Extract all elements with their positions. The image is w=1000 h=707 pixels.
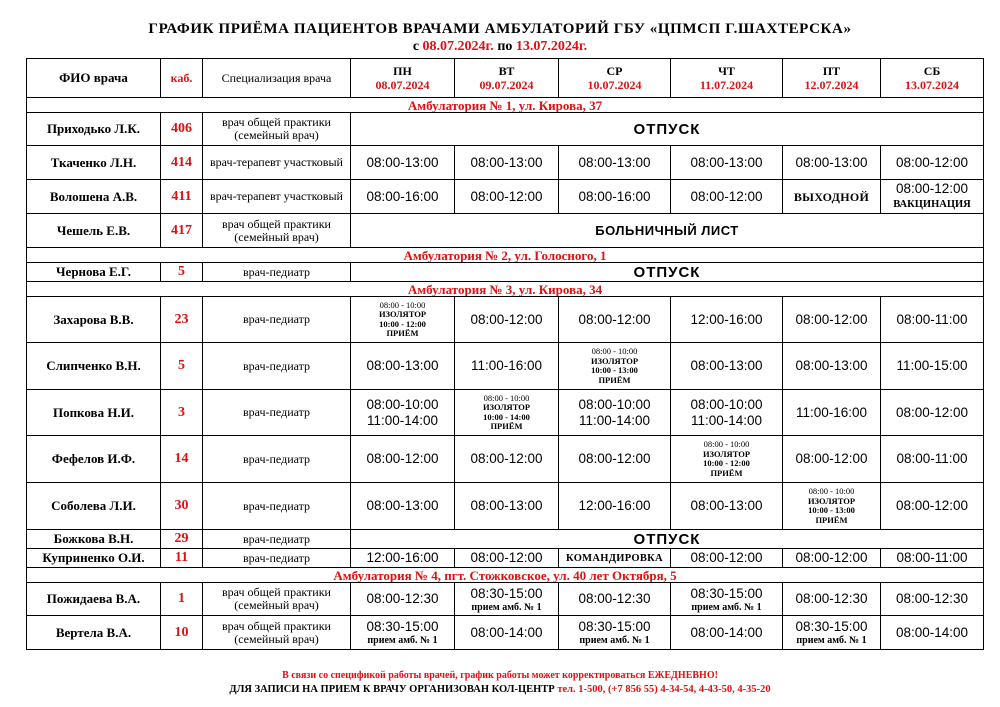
schedule-cell: 08:00-13:00 <box>783 343 881 390</box>
schedule-cell: 08:00-12:00 <box>783 436 881 483</box>
isolator-cell: 08:00 - 10:00 ИЗОЛЯТОР 10:00 - 12:00 ПРИЁМ <box>671 436 783 483</box>
business-trip-cell: КОМАНДИРОВКА <box>559 549 671 568</box>
schedule-cell: 08:30-15:00 прием амб. № 1 <box>671 583 783 616</box>
schedule-cell: 08:00-13:00 <box>671 146 783 180</box>
schedule-cell: 08:00-12:00 <box>783 297 881 343</box>
col-cab-header: каб. <box>161 59 203 98</box>
cabinet: 414 <box>161 146 203 180</box>
table-row <box>27 263 984 282</box>
doctor-name: Ткаченко Л.Н. <box>27 146 161 180</box>
specialization: врач общей практики (семейный врач) <box>203 113 351 146</box>
section-row <box>27 282 984 297</box>
schedule-cell: 12:00-16:00 <box>351 549 455 568</box>
schedule-cell: 08:00-12:00 <box>671 180 783 214</box>
table-row <box>27 113 984 146</box>
schedule-cell: 08:00-11:00 <box>881 549 984 568</box>
doctor-name: Куприненко О.И. <box>27 549 161 568</box>
schedule-cell: 11:00-15:00 <box>881 343 984 390</box>
section-ambulatory-4: Амбулатория № 4, пгт. Стожковское, ул. 40 лет Октября, 5 <box>27 568 984 583</box>
cabinet: 5 <box>161 263 203 282</box>
status-cell: ОТПУСК <box>351 113 984 146</box>
specialization: врач общей практики (семейный врач) <box>203 214 351 248</box>
doctor-name: Чешель Е.В. <box>27 214 161 248</box>
schedule-cell: 08:00-12:00 <box>559 436 671 483</box>
table-row <box>27 343 984 390</box>
status-cell: БОЛЬНИЧНЫЙ ЛИСТ <box>351 214 984 248</box>
specialization: врач-педиатр <box>203 390 351 436</box>
schedule-cell: 08:00-13:00 <box>783 146 881 180</box>
cabinet: 417 <box>161 214 203 248</box>
schedule-cell: 12:00-16:00 <box>671 297 783 343</box>
cabinet: 29 <box>161 530 203 549</box>
specialization: врач-терапевт участковый <box>203 146 351 180</box>
cabinet: 30 <box>161 483 203 530</box>
isolator-cell: 08:00 - 10:00 ИЗОЛЯТОР 10:00 - 13:00 ПРИЁМ <box>783 483 881 530</box>
section-row <box>27 98 984 113</box>
schedule-cell: 08:30-15:00 прием амб. № 1 <box>783 616 881 650</box>
to-word: по <box>497 39 513 54</box>
col-day-thu: ЧТ 11.07.2024 <box>671 59 783 98</box>
schedule-cell: 08:00-10:00 11:00-14:00 <box>351 390 455 436</box>
schedule-cell: 08:00-12:30 <box>351 583 455 616</box>
col-day-fri: ПТ 12.07.2024 <box>783 59 881 98</box>
schedule-table <box>26 58 984 650</box>
doctor-name: Пожидаева В.А. <box>27 583 161 616</box>
call-center-phones: тел. 1-500, (+7 856 55) 4-34-54, 4-43-50, 4-35-20 <box>557 684 771 695</box>
status-cell: ОТПУСК <box>351 530 984 549</box>
page-title: ГРАФИК ПРИЁМА ПАЦИЕНТОВ ВРАЧАМИ АМБУЛАТОРИЙ ГБУ «ЦПМСП Г.ШАХТЕРСКА» <box>148 21 852 37</box>
schedule-cell: 08:00-12:30 <box>881 583 984 616</box>
isolator-cell: 08:00 - 10:00 ИЗОЛЯТОР 10:00 - 12:00 ПРИЁМ <box>351 297 455 343</box>
schedule-cell: 08:00-12:00 <box>783 549 881 568</box>
doctor-name: Вертела В.А. <box>27 616 161 650</box>
specialization: врач-педиатр <box>203 436 351 483</box>
schedule-cell: 08:00-12:00 <box>455 436 559 483</box>
schedule-cell: 08:30-15:00 прием амб. № 1 <box>351 616 455 650</box>
schedule-cell: 08:30-15:00 прием амб. № 1 <box>455 583 559 616</box>
col-day-sat: СБ 13.07.2024 <box>881 59 984 98</box>
schedule-cell: 08:00-14:00 <box>671 616 783 650</box>
schedule-cell: 08:00-11:00 <box>881 297 984 343</box>
schedule-cell: 08:00-12:00 <box>671 549 783 568</box>
schedule-cell: 08:00-12:00 <box>881 390 984 436</box>
schedule-cell: 08:00-14:00 <box>881 616 984 650</box>
col-name-header: ФИО врача <box>27 59 161 98</box>
specialization: врач-педиатр <box>203 530 351 549</box>
specialization: врач-педиатр <box>203 483 351 530</box>
cabinet: 10 <box>161 616 203 650</box>
call-center-text: ДЛЯ ЗАПИСИ НА ПРИЕМ К ВРАЧУ ОРГАНИЗОВАН КОЛ-ЦЕНТР <box>229 684 555 695</box>
footer-call-center <box>0 684 1000 695</box>
col-spec-header: Специализация врача <box>203 59 351 98</box>
cabinet: 411 <box>161 180 203 214</box>
schedule-cell: 08:00-12:00 <box>881 483 984 530</box>
specialization: врач-терапевт участковый <box>203 180 351 214</box>
cabinet: 1 <box>161 583 203 616</box>
schedule-cell: 08:00-13:00 <box>671 483 783 530</box>
specialization: врач общей практики (семейный врач) <box>203 583 351 616</box>
table-row <box>27 616 984 650</box>
table-row <box>27 390 984 436</box>
day-off-cell: ВЫХОДНОЙ <box>783 180 881 214</box>
col-day-wed: СР 10.07.2024 <box>559 59 671 98</box>
schedule-cell: 08:00-13:00 <box>455 146 559 180</box>
doctor-name: Попкова Н.И. <box>27 390 161 436</box>
to-date: 13.07.2024г. <box>515 39 588 54</box>
specialization: врач-педиатр <box>203 263 351 282</box>
cabinet: 14 <box>161 436 203 483</box>
schedule-cell: 08:00-12:00 <box>455 549 559 568</box>
isolator-cell: 08:00 - 10:00 ИЗОЛЯТОР 10:00 - 14:00 ПРИЁМ <box>455 390 559 436</box>
cabinet: 406 <box>161 113 203 146</box>
schedule-cell: 08:00-13:00 <box>351 483 455 530</box>
doctor-name: Захарова В.В. <box>27 297 161 343</box>
col-day-mon: ПН 08.07.2024 <box>351 59 455 98</box>
date-range <box>0 39 1000 55</box>
doctor-name: Фефелов И.Ф. <box>27 436 161 483</box>
schedule-cell: 11:00-16:00 <box>455 343 559 390</box>
from-word: с <box>412 39 420 54</box>
from-date: 08.07.2024г. <box>422 39 494 54</box>
table-row <box>27 180 984 214</box>
specialization: врач общей практики (семейный врач) <box>203 616 351 650</box>
schedule-cell: 08:00-13:00 <box>559 146 671 180</box>
table-row <box>27 214 984 248</box>
cabinet: 3 <box>161 390 203 436</box>
doctor-name: Приходько Л.К. <box>27 113 161 146</box>
section-ambulatory-2: Амбулатория № 2, ул. Голосного, 1 <box>27 248 984 263</box>
doctor-name: Божкова В.Н. <box>27 530 161 549</box>
cabinet: 23 <box>161 297 203 343</box>
schedule-cell: 08:00-12:00 <box>455 180 559 214</box>
schedule-cell: 08:00-12:00 <box>881 146 984 180</box>
isolator-cell: 08:00 - 10:00 ИЗОЛЯТОР 10:00 - 13:00 ПРИЁМ <box>559 343 671 390</box>
schedule-cell: 08:00-12:30 <box>559 583 671 616</box>
footer-warning: В связи со спецификой работы врачей, график работы может корректироваться ЕЖЕДНЕВНО! <box>282 670 718 681</box>
vaccination-cell: 08:00-12:00 ВАКЦИНАЦИЯ <box>881 180 984 214</box>
table-row <box>27 297 984 343</box>
section-row <box>27 248 984 263</box>
schedule-cell: 08:00-16:00 <box>351 180 455 214</box>
table-row <box>27 549 984 568</box>
schedule-cell: 08:00-13:00 <box>455 483 559 530</box>
schedule-cell: 11:00-16:00 <box>783 390 881 436</box>
schedule-cell: 08:00-12:30 <box>783 583 881 616</box>
table-row <box>27 530 984 549</box>
table-row <box>27 483 984 530</box>
schedule-cell: 08:00-16:00 <box>559 180 671 214</box>
cabinet: 5 <box>161 343 203 390</box>
section-ambulatory-1: Амбулатория № 1, ул. Кирова, 37 <box>27 98 984 113</box>
table-row <box>27 436 984 483</box>
schedule-cell: 08:00-14:00 <box>455 616 559 650</box>
schedule-cell: 08:00-10:00 11:00-14:00 <box>559 390 671 436</box>
schedule-cell: 08:00-13:00 <box>351 343 455 390</box>
specialization: врач-педиатр <box>203 343 351 390</box>
specialization: врач-педиатр <box>203 297 351 343</box>
schedule-cell: 08:00-12:00 <box>455 297 559 343</box>
col-day-tue: ВТ 09.07.2024 <box>455 59 559 98</box>
section-ambulatory-3: Амбулатория № 3, ул. Кирова, 34 <box>27 282 984 297</box>
doctor-name: Волошена А.В. <box>27 180 161 214</box>
status-cell: ОТПУСК <box>351 263 984 282</box>
section-row <box>27 568 984 583</box>
doctor-name: Соболева Л.И. <box>27 483 161 530</box>
schedule-cell: 08:00-11:00 <box>881 436 984 483</box>
table-row <box>27 146 984 180</box>
doctor-name: Слипченко В.Н. <box>27 343 161 390</box>
doctor-name: Чернова Е.Г. <box>27 263 161 282</box>
schedule-cell: 12:00-16:00 <box>559 483 671 530</box>
table-row <box>27 583 984 616</box>
header-row <box>27 59 984 98</box>
schedule-cell: 08:00-10:00 11:00-14:00 <box>671 390 783 436</box>
schedule-cell: 08:00-12:00 <box>351 436 455 483</box>
schedule-cell: 08:30-15:00 прием амб. № 1 <box>559 616 671 650</box>
specialization: врач-педиатр <box>203 549 351 568</box>
cabinet: 11 <box>161 549 203 568</box>
schedule-cell: 08:00-12:00 <box>559 297 671 343</box>
schedule-cell: 08:00-13:00 <box>671 343 783 390</box>
schedule-cell: 08:00-13:00 <box>351 146 455 180</box>
